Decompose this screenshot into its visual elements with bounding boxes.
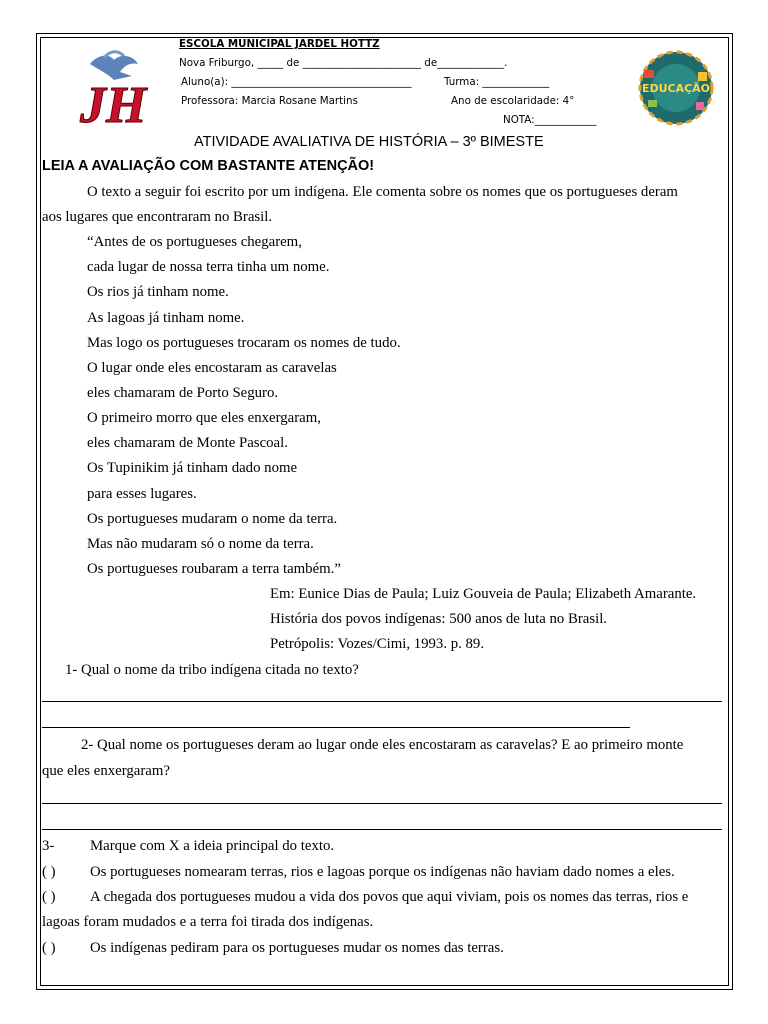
answer-line[interactable] <box>42 727 630 728</box>
page-title: ATIVIDADE AVALIATIVA DE HISTÓRIA – 3º BIMESTE <box>194 134 544 150</box>
poem-line: eles chamaram de Monte Pascoal. <box>87 435 288 451</box>
poem-line: O primeiro morro que eles enxergaram, <box>87 410 321 426</box>
intro-line-2: aos lugares que encontraram no Brasil. <box>42 209 273 225</box>
question-1: 1- Qual o nome da tribo indígena citada no texto? <box>65 662 359 678</box>
logo-letters: JH <box>80 77 147 132</box>
poem-line: Os portugueses roubaram a terra também.” <box>87 561 341 577</box>
source-line: História dos povos indígenas: 500 anos de luta no Brasil. <box>270 611 608 627</box>
option-checkbox[interactable]: ( ) <box>42 864 56 880</box>
school-name: ESCOLA MUNICIPAL JARDEL HOTTZ <box>179 38 380 50</box>
poem-line: eles chamaram de Porto Seguro. <box>87 385 279 401</box>
student-name-field: Aluno(a): ___________________________________ <box>181 76 412 88</box>
option-text: Os portugueses nomearam terras, rios e lagoas porque os indígenas não haviam dado nomes a eles. <box>90 864 675 880</box>
date-line: Nova Friburgo, _____ de _______________________ de_____________. <box>179 57 508 69</box>
class-field: Turma: _____________ <box>444 76 550 88</box>
poem-line: para esses lugares. <box>87 486 197 502</box>
answer-line[interactable] <box>42 829 722 830</box>
school-logo <box>74 50 154 132</box>
poem-line: Mas logo os portugueses trocaram os nomes de tudo. <box>87 335 401 351</box>
logo-text: EDUCAÇÃO <box>641 82 711 95</box>
question-3-number: 3- <box>42 838 55 854</box>
option-text: A chegada dos portugueses mudou a vida dos povos que aqui viviam, pois os nomes das terras, rios e <box>90 889 689 905</box>
instruction: LEIA A AVALIAÇÃO COM BASTANTE ATENÇÃO! <box>42 158 375 174</box>
education-logo <box>638 50 714 126</box>
intro-line-1: O texto a seguir foi escrito por um indígena. Ele comenta sobre os nomes que os portugueses deram <box>87 184 678 200</box>
grade-field: NOTA:____________ <box>503 114 597 126</box>
source-line: Em: Eunice Dias de Paula; Luiz Gouveia de Paula; Elizabeth Amarante. <box>270 586 697 602</box>
teacher-name: Professora: Marcia Rosane Martins <box>181 95 358 107</box>
poem-line: Os Tupinikim já tinham dado nome <box>87 460 298 476</box>
poem-line: O lugar onde eles encostaram as caravelas <box>87 360 337 376</box>
school-year: Ano de escolaridade: 4° <box>451 95 575 107</box>
question-2-cont: que eles enxergaram? <box>42 763 170 779</box>
answer-line[interactable] <box>42 701 722 702</box>
option-checkbox[interactable]: ( ) <box>42 940 56 956</box>
option-checkbox[interactable]: ( ) <box>42 889 56 905</box>
poem-line: As lagoas já tinham nome. <box>87 310 245 326</box>
source-line: Petrópolis: Vozes/Cimi, 1993. p. 89. <box>270 636 485 652</box>
poem-line: Mas não mudaram só o nome da terra. <box>87 536 314 552</box>
answer-line[interactable] <box>42 803 722 804</box>
question-3: Marque com X a ideia principal do texto. <box>90 838 335 854</box>
option-text-cont: lagoas foram mudados e a terra foi tirada dos indígenas. <box>42 914 374 930</box>
poem-line: “Antes de os portugueses chegarem, <box>87 234 302 250</box>
question-2: 2- Qual nome os portugueses deram ao lugar onde eles encostaram as caravelas? E ao primeiro monte <box>81 737 684 753</box>
poem-line: Os portugueses mudaram o nome da terra. <box>87 511 338 527</box>
option-text: Os indígenas pediram para os portugueses mudar os nomes das terras. <box>90 940 504 956</box>
poem-line: cada lugar de nossa terra tinha um nome. <box>87 259 330 275</box>
poem-line: Os rios já tinham nome. <box>87 284 229 300</box>
